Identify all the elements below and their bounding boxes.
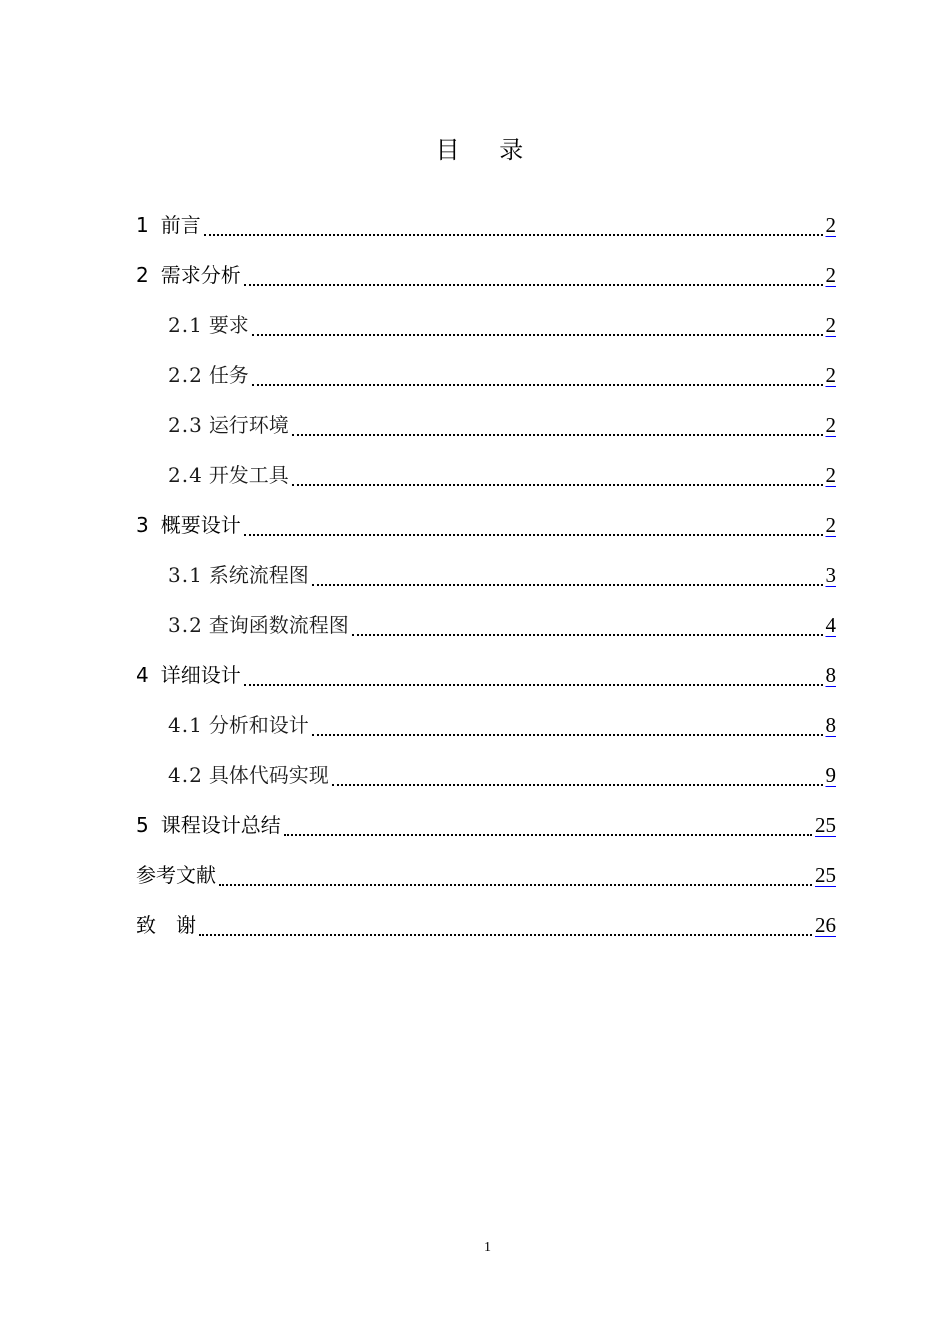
toc-entry-2[interactable] bbox=[136, 250, 836, 300]
toc-entry-5[interactable] bbox=[136, 800, 836, 850]
table-of-contents bbox=[136, 200, 836, 950]
dot-leader bbox=[244, 524, 823, 536]
toc-entry-number: 4.1 bbox=[168, 713, 203, 737]
toc-entry-number: 1 bbox=[136, 213, 149, 237]
toc-page-link[interactable]: 26 bbox=[815, 913, 836, 937]
dot-leader bbox=[292, 424, 823, 436]
dot-leader bbox=[252, 374, 823, 386]
dot-leader bbox=[352, 624, 823, 636]
page-title: 目 录 bbox=[435, 136, 540, 164]
toc-entry-2-4[interactable] bbox=[136, 450, 836, 500]
toc-entry-title: 分析和设计 bbox=[208, 713, 309, 737]
toc-entry-number: 2.3 bbox=[168, 413, 203, 437]
toc-entry-title: 具体代码实现 bbox=[208, 763, 329, 787]
toc-entry-number: 4.2 bbox=[168, 763, 203, 787]
toc-entry-title: 课程设计总结 bbox=[160, 813, 281, 837]
toc-page-link[interactable]: 2 bbox=[825, 213, 836, 237]
toc-page-link[interactable]: 9 bbox=[825, 763, 836, 787]
toc-entry-3-2[interactable] bbox=[136, 600, 836, 650]
toc-entry-2-1[interactable] bbox=[136, 300, 836, 350]
toc-entry-number: 3.2 bbox=[168, 613, 203, 637]
toc-entry-title: 前言 bbox=[160, 213, 201, 237]
toc-entry-number: 3 bbox=[136, 513, 149, 537]
toc-entry-4-1[interactable] bbox=[136, 700, 836, 750]
dot-leader bbox=[244, 274, 823, 286]
toc-entry-title: 要求 bbox=[208, 313, 249, 337]
toc-entry-4[interactable] bbox=[136, 650, 836, 700]
dot-leader bbox=[204, 224, 823, 236]
toc-entry-4-2[interactable] bbox=[136, 750, 836, 800]
toc-entry-title: 查询函数流程图 bbox=[208, 613, 349, 637]
toc-entry-title: 致 谢 bbox=[136, 913, 196, 937]
toc-entry-number: 2.4 bbox=[168, 463, 203, 487]
toc-entry-number: 2 bbox=[136, 263, 149, 287]
dot-leader bbox=[332, 774, 823, 786]
toc-page-link[interactable]: 25 bbox=[815, 813, 836, 837]
toc-entry-title: 开发工具 bbox=[208, 463, 289, 487]
toc-entry-title: 任务 bbox=[208, 363, 249, 387]
toc-entry-3[interactable] bbox=[136, 500, 836, 550]
toc-page-link[interactable]: 2 bbox=[825, 513, 836, 537]
dot-leader bbox=[312, 574, 823, 586]
page-number-footer: 1 bbox=[484, 1240, 491, 1255]
toc-entry-number: 4 bbox=[136, 663, 149, 687]
dot-leader bbox=[252, 324, 823, 336]
toc-entry-title: 运行环境 bbox=[208, 413, 289, 437]
dot-leader bbox=[219, 874, 812, 886]
toc-entry-number: 2.1 bbox=[168, 313, 203, 337]
toc-page-link[interactable]: 3 bbox=[825, 563, 836, 587]
toc-entry-title: 概要设计 bbox=[160, 513, 241, 537]
toc-entry-references[interactable] bbox=[136, 850, 836, 900]
dot-leader bbox=[244, 674, 823, 686]
toc-entry-title: 详细设计 bbox=[160, 663, 241, 687]
toc-entry-title: 参考文献 bbox=[136, 863, 216, 887]
toc-page-link[interactable]: 8 bbox=[825, 663, 836, 687]
toc-entry-number: 5 bbox=[136, 813, 149, 837]
toc-page-link[interactable]: 8 bbox=[825, 713, 836, 737]
toc-entry-2-3[interactable] bbox=[136, 400, 836, 450]
toc-entry-title: 系统流程图 bbox=[208, 563, 309, 587]
toc-page-link[interactable]: 25 bbox=[815, 863, 836, 887]
dot-leader bbox=[199, 924, 812, 936]
toc-page-link[interactable]: 2 bbox=[825, 263, 836, 287]
toc-entry-2-2[interactable] bbox=[136, 350, 836, 400]
dot-leader bbox=[292, 474, 823, 486]
toc-page-link[interactable]: 2 bbox=[825, 413, 836, 437]
toc-entry-acknowledgements[interactable] bbox=[136, 900, 836, 950]
toc-page-link[interactable]: 2 bbox=[825, 313, 836, 337]
toc-page-link[interactable]: 2 bbox=[825, 363, 836, 387]
toc-entry-1[interactable] bbox=[136, 200, 836, 250]
dot-leader bbox=[284, 824, 812, 836]
toc-entry-title: 需求分析 bbox=[160, 263, 241, 287]
toc-page-link[interactable]: 2 bbox=[825, 463, 836, 487]
toc-page-link[interactable]: 4 bbox=[825, 613, 836, 637]
toc-entry-number: 2.2 bbox=[168, 363, 203, 387]
toc-entry-3-1[interactable] bbox=[136, 550, 836, 600]
toc-entry-number: 3.1 bbox=[168, 563, 203, 587]
dot-leader bbox=[312, 724, 823, 736]
